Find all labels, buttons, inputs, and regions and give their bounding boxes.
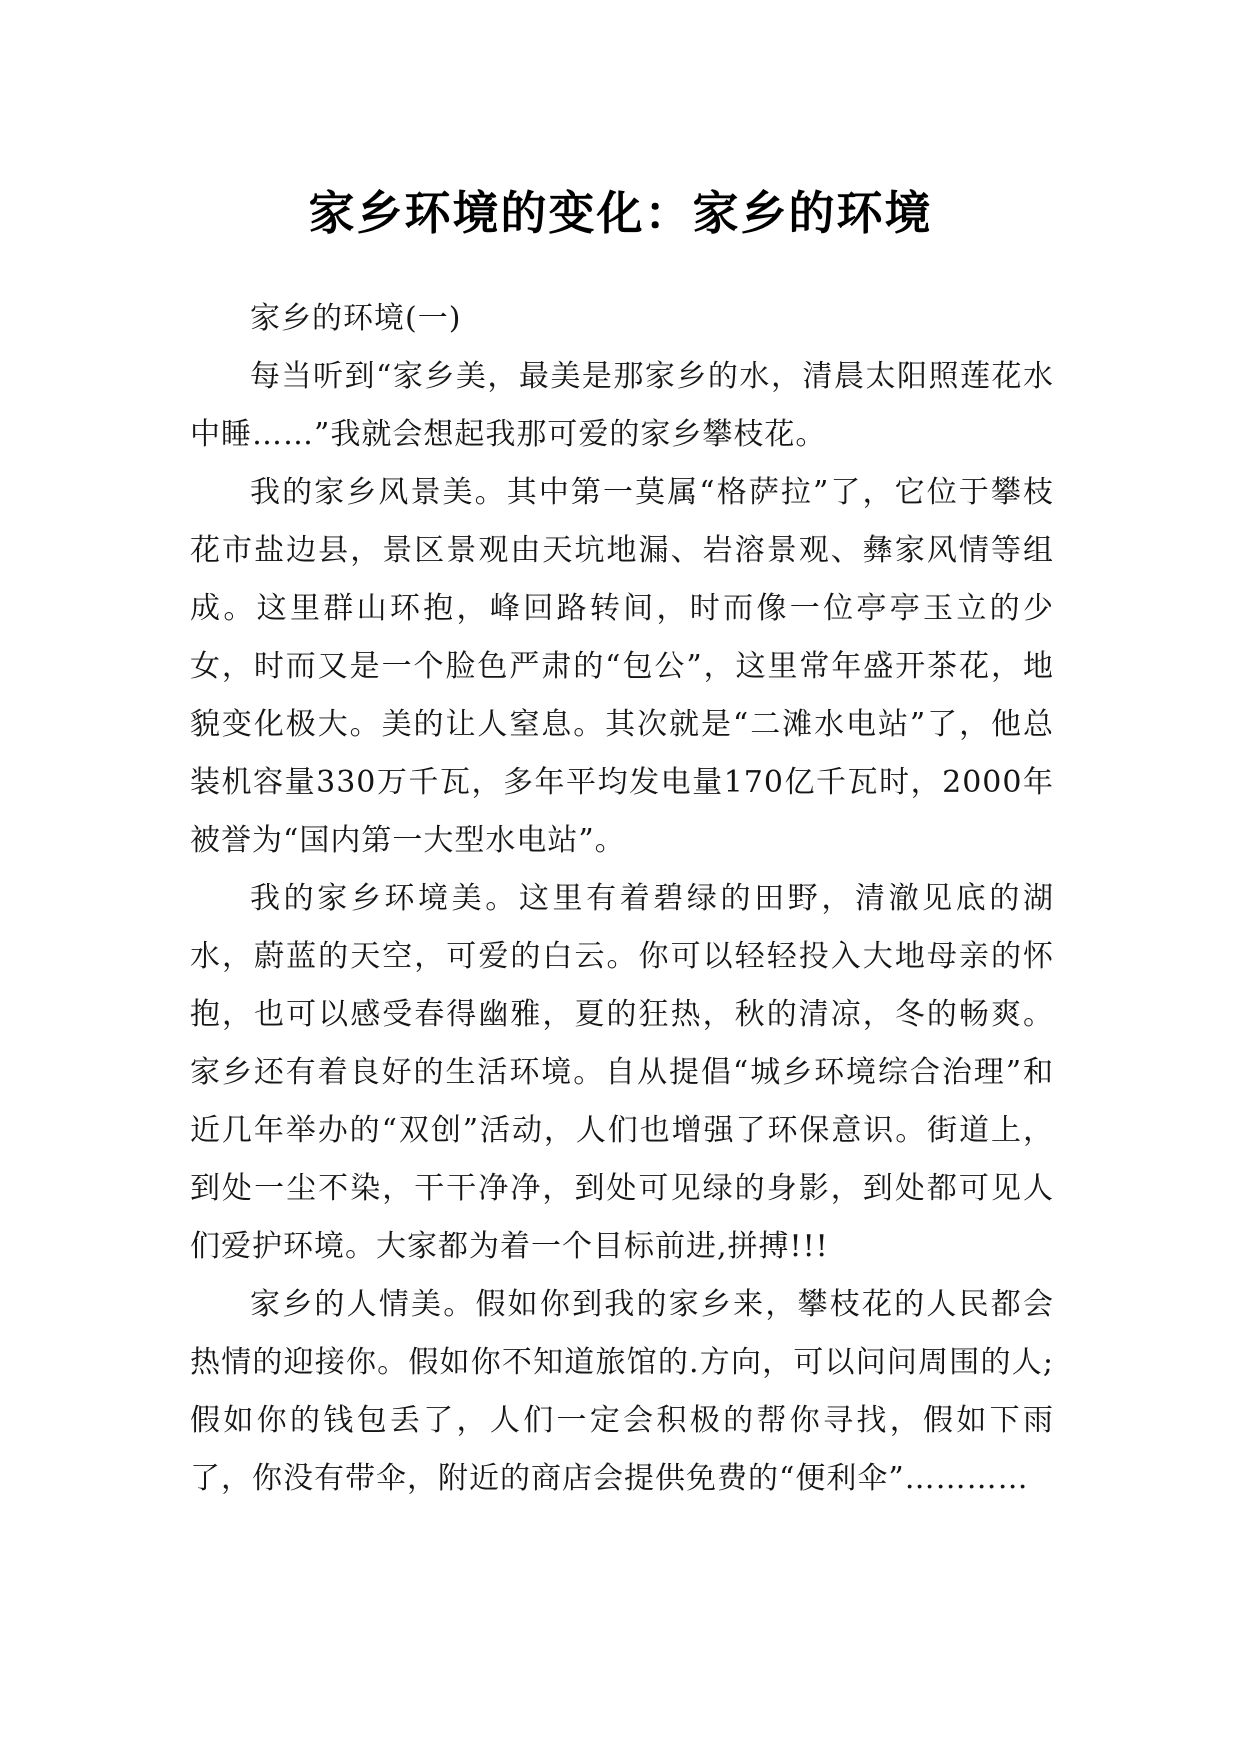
paragraph: 我的家乡风景美。其中第一莫属“格萨拉”了，它位于攀枝花市盐边县，景区景观由天坑地漏、岩溶景观、彝家风情等组成。这里群山环抱，峰回路转间，时而像一位亭亭玉立的少女，时而又是一个脸色严肃的“包公”，这里常年盛开茶花，地貌变化极大。美的让人窒息。其次就是“二滩水电站”了，他总装机容量330万千瓦，多年平均发电量170亿千瓦时，2000年被誉为“国内第一大型水电站”。 (190, 475, 1054, 858)
section-heading: 家乡的环境(一) (250, 301, 462, 336)
document-title: 家乡环境的变化：家乡的环境 (308, 185, 933, 240)
paragraph: 家乡的人情美。假如你到我的家乡来，攀枝花的人民都会热情的迎接你。假如你不知道旅馆的.方向，可以问问周围的人;假如你的钱包丢了，人们一定会积极的帮你寻找，假如下雨了，你没有带伞，附近的商店会提供免费的“便利伞”………… (190, 1287, 1054, 1496)
paragraph: 每当听到“家乡美，最美是那家乡的水，清晨太阳照莲花水中睡……”我就会想起我那可爱的家乡攀枝花。 (190, 359, 1054, 452)
paragraph: 我的家乡环境美。这里有着碧绿的田野，清澈见底的湖水，蔚蓝的天空，可爱的白云。你可以轻轻投入大地母亲的怀抱，也可以感受春得幽雅，夏的狂热，秋的清凉，冬的畅爽。家乡还有着良好的生活环境。自从提倡“城乡环境综合治理”和近几年举办的“双创”活动，人们也增强了环保意识。街道上，到处一尘不染，干干净净，到处可见绿的身影，到处都可见人们爱护环境。大家都为着一个目标前进,拼搏!!! (190, 881, 1054, 1264)
document-body (190, 290, 1054, 1508)
